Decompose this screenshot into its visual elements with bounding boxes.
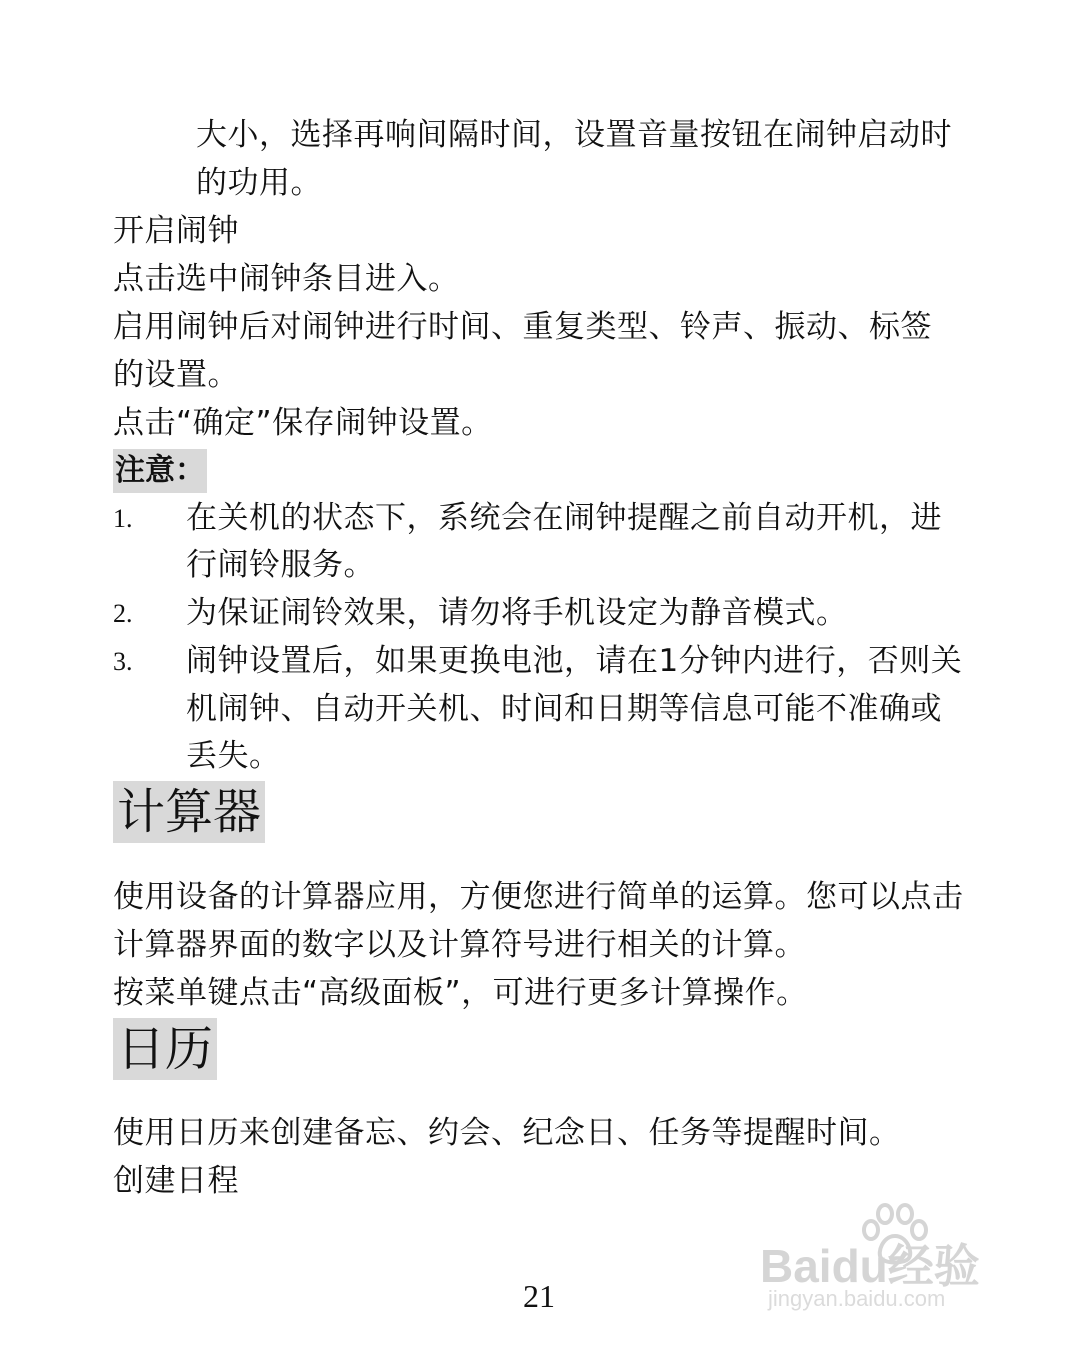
- note-1-line-1: 在关机的状态下，系统会在闹钟提醒之前自动开机，进: [186, 500, 942, 536]
- calculator-paragraph-2: 按菜单键点击“高级面板”，可进行更多计算操作。: [113, 975, 808, 1011]
- intro-line-2: 的功用。: [196, 165, 322, 201]
- watermark-brand: Baidu经验: [760, 1240, 980, 1292]
- note-1-line-2: 行闹铃服务。: [186, 547, 375, 583]
- alarm-paragraph-3: 点击“确定”保存闹钟设置。: [113, 405, 493, 441]
- calendar-paragraph-1: 使用日历来创建备忘、约会、纪念日、任务等提醒时间。: [113, 1115, 901, 1151]
- page-number: 21: [523, 1278, 555, 1314]
- alarm-heading: 开启闹钟: [113, 213, 239, 249]
- note-3-line-1: 闹钟设置后，如果更换电池，请在1分钟内进行，否则关: [186, 643, 963, 679]
- alarm-paragraph-2-line-1: 启用闹钟后对闹钟进行时间、重复类型、铃声、振动、标签: [113, 309, 932, 345]
- note-2-line-1: 为保证闹铃效果，请勿将手机设定为静音模式。: [186, 595, 848, 631]
- intro-line-1: 大小，选择再响间隔时间，设置音量按钮在闹钟启动时: [196, 117, 952, 153]
- watermark-url: jingyan.baidu.com: [768, 1286, 946, 1311]
- calculator-paragraph-1-line-2: 计算器界面的数字以及计算符号进行相关的计算。: [113, 927, 806, 963]
- calendar-subheading: 创建日程: [113, 1163, 239, 1199]
- calendar-heading: 日历: [113, 1018, 217, 1080]
- alarm-paragraph-1: 点击选中闹钟条目进入。: [113, 261, 460, 297]
- alarm-paragraph-2-line-2: 的设置。: [113, 357, 239, 393]
- calculator-paragraph-1-line-1: 使用设备的计算器应用，方便您进行简单的运算。您可以点击: [113, 879, 964, 915]
- note-3-number: 3.: [113, 647, 133, 676]
- note-1-number: 1.: [113, 504, 133, 533]
- calculator-heading: 计算器: [113, 781, 265, 843]
- notes-heading: 注意：: [113, 449, 207, 493]
- note-3-line-2: 机闹钟、自动开关机、时间和日期等信息可能不准确或: [186, 691, 942, 727]
- baidu-watermark: [760, 1200, 1020, 1320]
- note-2-number: 2.: [113, 599, 133, 628]
- note-3-line-3: 丢失。: [186, 738, 281, 774]
